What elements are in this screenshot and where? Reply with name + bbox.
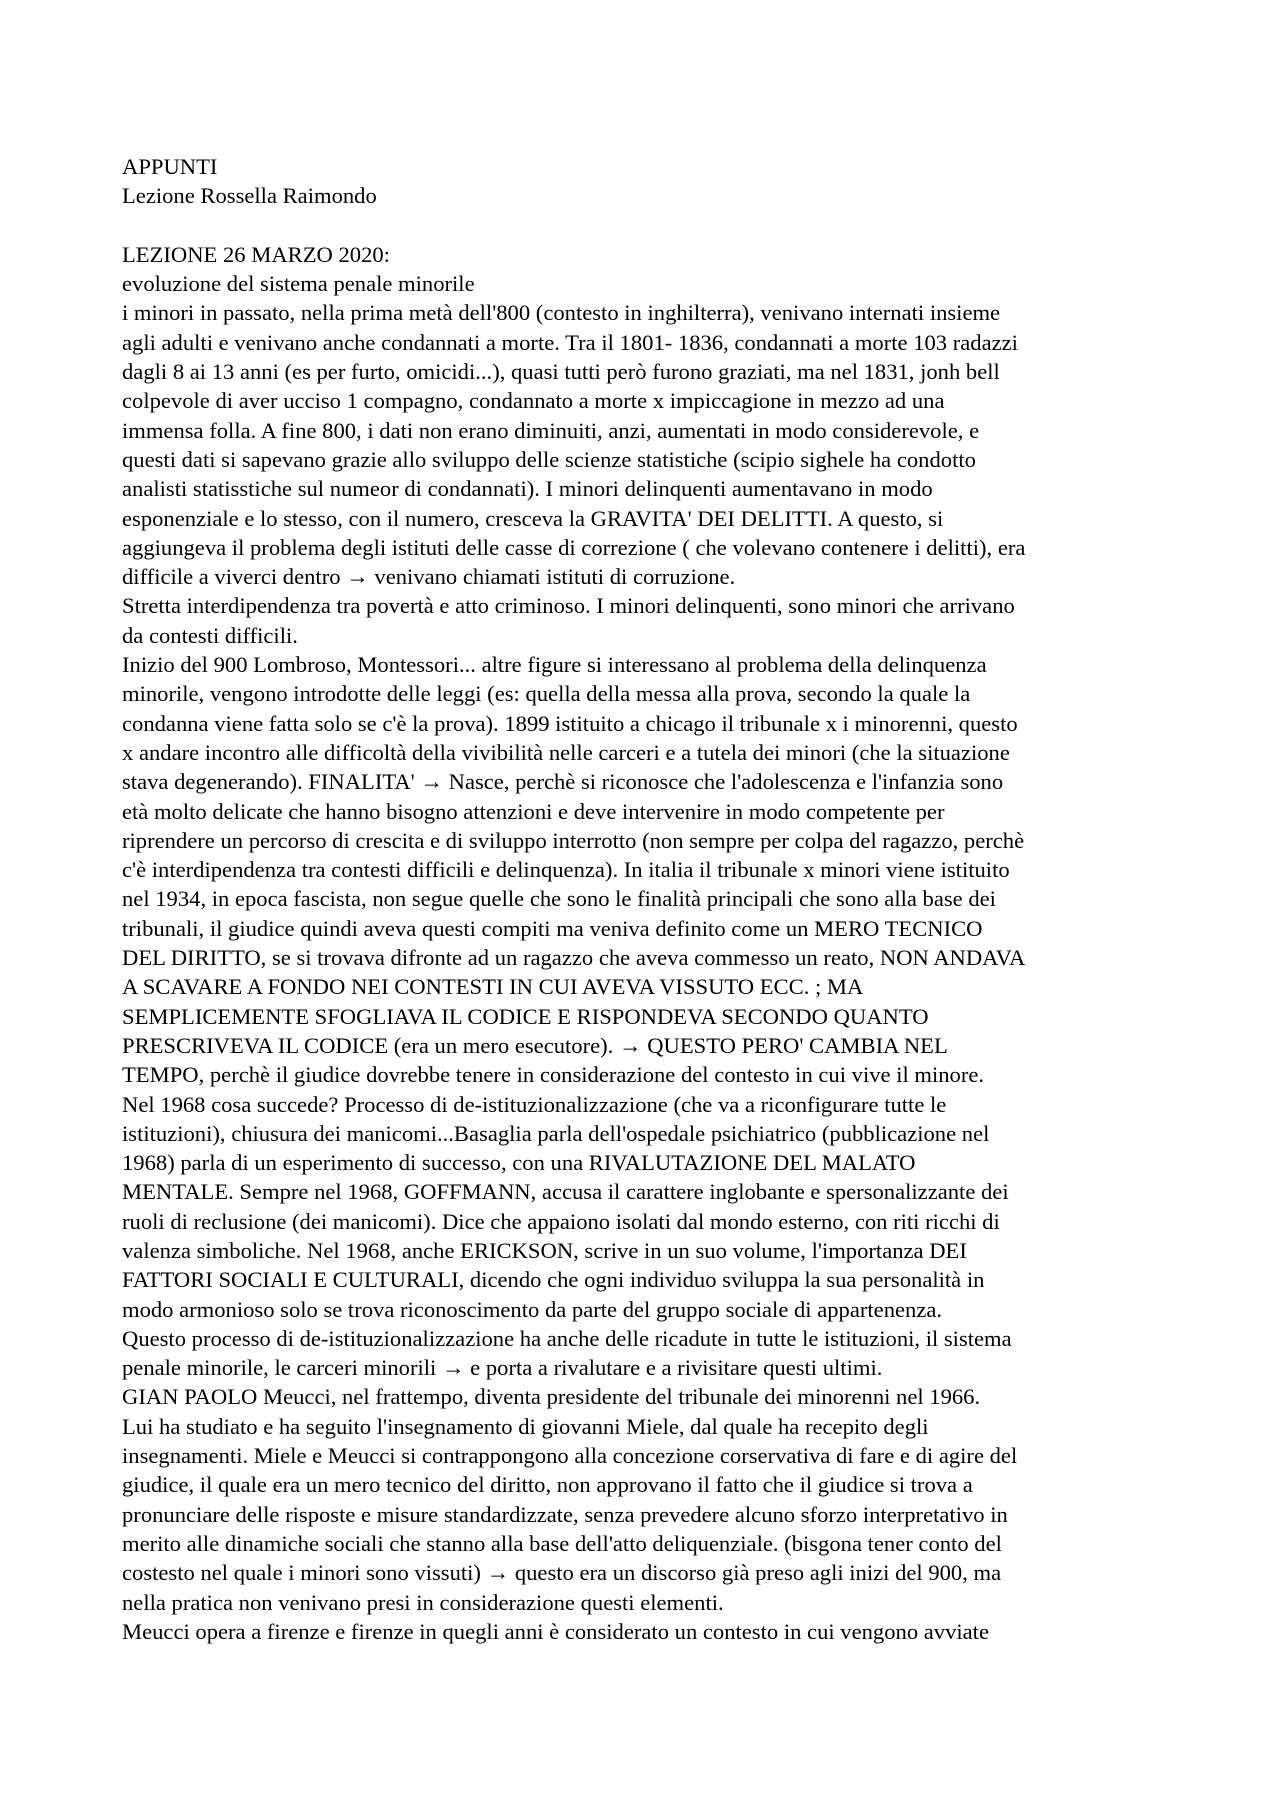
- text-line: evoluzione del sistema penale minorile: [122, 271, 475, 297]
- document-subtitle: Lezione Rossella Raimondo: [122, 183, 377, 209]
- text-line: dagli 8 ai 13 anni (es per furto, omicidi...), quasi tutti però furono graziati, ma nel 1831, jonh bell: [122, 359, 1000, 385]
- text-line: età molto delicate che hanno bisogno attenzioni e deve intervenire in modo competente per: [122, 798, 945, 824]
- text-line: penale minorile, le carceri minorili → e porta a rivalutare e a rivisitare questi ultimi.: [122, 1355, 883, 1381]
- text-line: giudice, il quale era un mero tecnico del diritto, non approvano il fatto che il giudice si trova a: [122, 1472, 973, 1498]
- lesson-body: [122, 269, 1170, 1646]
- text-line: condanna viene fatta solo se c'è la prova). 1899 istituito a chicago il tribunale x i minorenni, questo: [122, 710, 1018, 736]
- text-line: modo armonioso solo se trova riconoscimento da parte del gruppo sociale di appartenenza.: [122, 1296, 943, 1322]
- text-line: Stretta interdipendenza tra povertà e atto criminoso. I minori delinquenti, sono minori che arrivano: [122, 593, 1015, 619]
- text-line: merito alle dinamiche sociali che stanno alla base dell'atto deliquenziale. (bisgona tener conto del: [122, 1530, 1002, 1556]
- text-line: insegnamenti. Miele e Meucci si contrappongono alla concezione corservativa di fare e di agire del: [122, 1443, 1018, 1469]
- text-line: DEL DIRITTO, se si trovava difronte ad un ragazzo che aveva commesso un reato, NON ANDAVA: [122, 945, 1026, 971]
- text-line: 1968) parla di un esperimento di successo, con una RIVALUTAZIONE DEL MALATO: [122, 1150, 916, 1176]
- text-line: nel 1934, in epoca fascista, non segue quelle che sono le finalità principali che sono alla base dei: [122, 886, 996, 912]
- text-line: pronunciare delle risposte e misure standardizzate, senza prevedere alcuno sforzo interpretativo in: [122, 1501, 1008, 1527]
- text-line: analisti statisstiche sul numeor di condannati). I minori delinquenti aumentavano in modo: [122, 476, 933, 502]
- text-line: FATTORI SOCIALI E CULTURALI, dicendo che ogni individuo sviluppa la sua personalità in: [122, 1267, 985, 1293]
- text-line: MENTALE. Sempre nel 1968, GOFFMANN, accusa il carattere inglobante e spersonalizzante dei: [122, 1179, 1009, 1205]
- text-line: questi dati si sapevano grazie allo sviluppo delle scienze statistiche (scipio sighele ha condotto: [122, 446, 976, 472]
- text-line: Questo processo di de-istituzionalizzazione ha anche delle ricadute in tutte le istituzioni, il sistema: [122, 1325, 1012, 1351]
- text-line: A SCAVARE A FONDO NEI CONTESTI IN CUI AVEVA VISSUTO ECC. ; MA: [122, 974, 864, 1000]
- text-line: Lui ha studiato e ha seguito l'insegnamento di giovanni Miele, dal quale ha recepito degli: [122, 1413, 929, 1439]
- text-line: ruoli di reclusione (dei manicomi). Dice che appaiono isolati dal mondo esterno, con riti ricchi di: [122, 1208, 1000, 1234]
- text-line: SEMPLICEMENTE SFOGLIAVA IL CODICE E RISPONDEVA SECONDO QUANTO: [122, 1003, 929, 1029]
- blank-line: [122, 211, 1170, 240]
- lesson-heading: LEZIONE 26 MARZO 2020:: [122, 241, 390, 267]
- text-line: Inizio del 900 Lombroso, Montessori... altre figure si interessano al problema della delinquenza: [122, 652, 987, 678]
- text-line: nella pratica non venivano presi in considerazione questi elementi.: [122, 1589, 724, 1615]
- text-line: agli adulti e venivano anche condannati a morte. Tra il 1801- 1836, condannati a morte 103 radazzi: [122, 329, 1018, 355]
- text-line: riprendere un percorso di crescita e di sviluppo interrotto (non sempre per colpa del ragazzo, perchè: [122, 827, 1025, 853]
- text-line: stava degenerando). FINALITA' → Nasce, perchè si riconosce che l'adolescenza e l'infanzia sono: [122, 769, 1004, 795]
- document-title: APPUNTI: [122, 154, 218, 179]
- text-line: TEMPO, perchè il giudice dovrebbe tenere in considerazione del contesto in cui vive il minore.: [122, 1062, 985, 1088]
- text-line: valenza simboliche. Nel 1968, anche ERICKSON, scrive in un suo volume, l'importanza DEI: [122, 1237, 967, 1263]
- text-line: Nel 1968 cosa succede? Processo di de-istituzionalizzazione (che va a riconfigurare tutte le: [122, 1091, 947, 1117]
- text-line: immensa folla. A fine 800, i dati non erano diminuiti, anzi, aumentati in modo considerevole, e: [122, 417, 980, 443]
- text-line: da contesti difficili.: [122, 622, 298, 648]
- text-line: esponenziale e lo stesso, con il numero, cresceva la GRAVITA' DEI DELITTI. A questo, si: [122, 505, 944, 531]
- text-line: Meucci opera a firenze e firenze in quegli anni è considerato un contesto in cui vengono avviate: [122, 1618, 989, 1644]
- text-line: minorile, vengono introdotte delle leggi (es: quella della messa alla prova, secondo la quale la: [122, 681, 971, 707]
- text-line: costesto nel quale i minori sono vissuti) → questo era un discorso già preso agli inizi del 900, ma: [122, 1560, 1002, 1586]
- document-body: [122, 152, 1170, 1646]
- text-line: PRESCRIVEVA IL CODICE (era un mero esecutore). → QUESTO PERO' CAMBIA NEL: [122, 1032, 948, 1058]
- text-line: colpevole di aver ucciso 1 compagno, condannato a morte x impiccagione in mezzo ad una: [122, 388, 945, 414]
- text-line: aggiungeva il problema degli istituti delle casse di correzione ( che volevano contenere i delitti), era: [122, 534, 1026, 560]
- text-line: i minori in passato, nella prima metà dell'800 (contesto in inghilterra), venivano internati insieme: [122, 300, 1001, 326]
- text-line: difficile a viverci dentro → venivano chiamati istituti di corruzione.: [122, 564, 736, 590]
- text-line: x andare incontro alle difficoltà della vivibilità nelle carceri e a tutela dei minori (che la situazione: [122, 739, 1010, 765]
- text-line: istituzioni), chiusura dei manicomi...Basaglia parla dell'ospedale psichiatrico (pubblicazione nel: [122, 1120, 990, 1146]
- text-line: GIAN PAOLO Meucci, nel frattempo, diventa presidente del tribunale dei minorenni nel 1966.: [122, 1384, 981, 1410]
- text-line: tribunali, il giudice quindi aveva questi compiti ma veniva definito come un MERO TECNICO: [122, 915, 983, 941]
- text-line: c'è interdipendenza tra contesti difficili e delinquenza). In italia il tribunale x minori viene istituito: [122, 857, 1010, 883]
